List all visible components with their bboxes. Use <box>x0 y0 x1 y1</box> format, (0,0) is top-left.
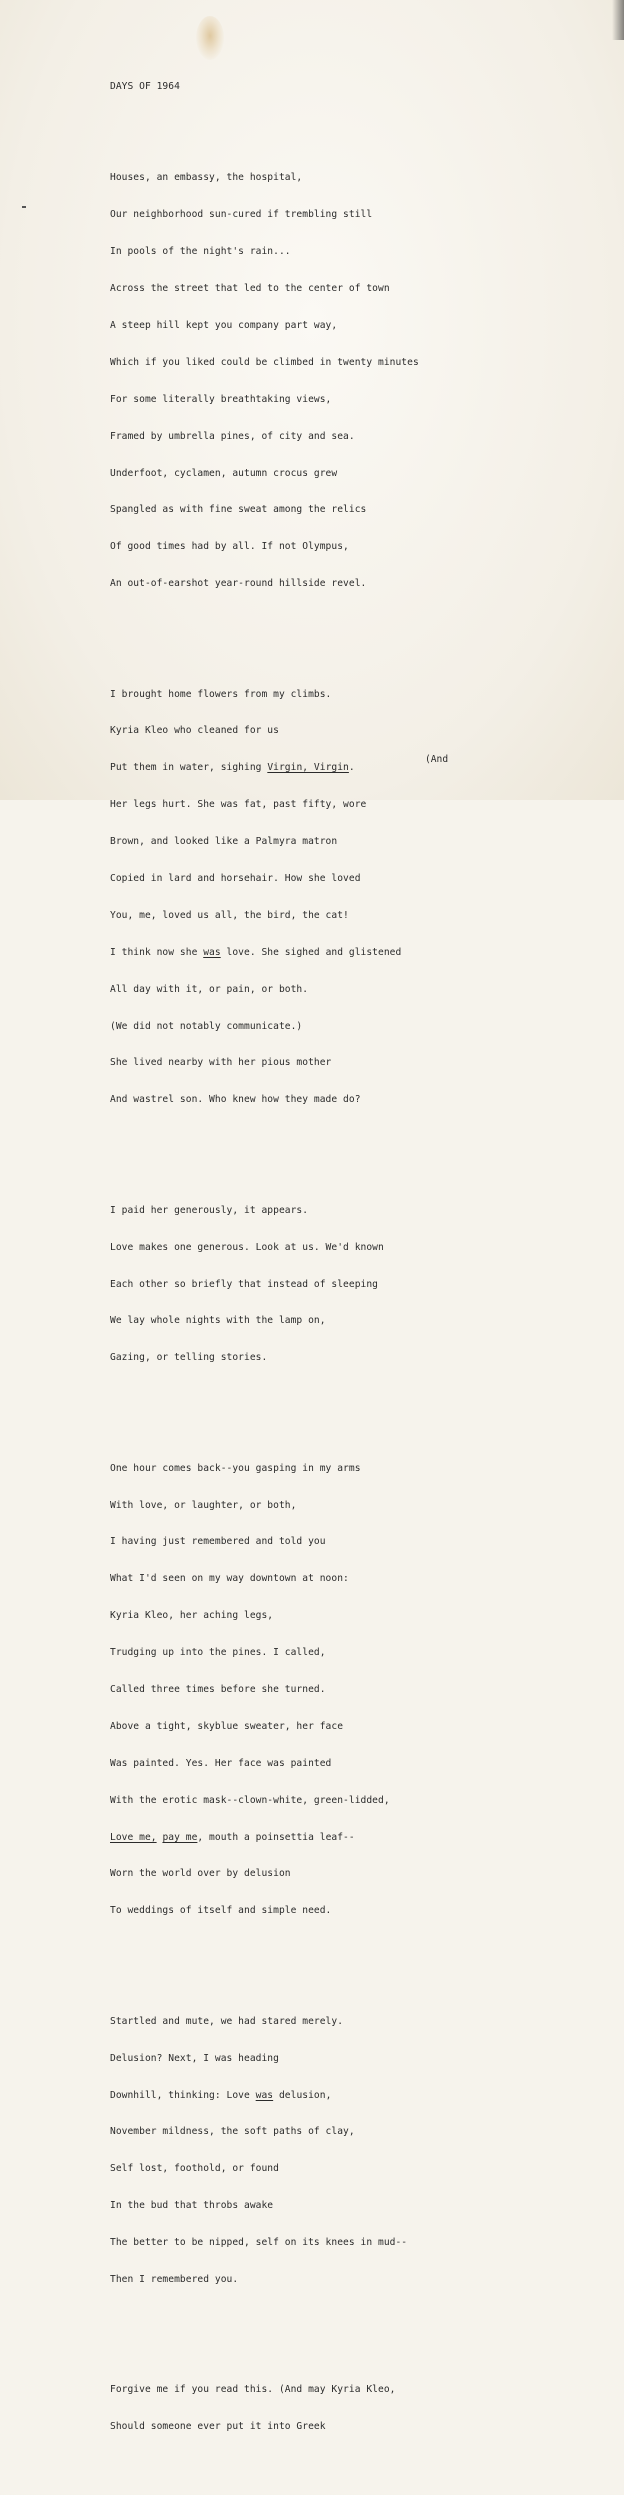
poem-line: Houses, an embassy, the hospital, <box>110 172 303 184</box>
poem-line: November mildness, the soft paths of clay, <box>110 2126 355 2138</box>
poem-line: Gazing, or telling stories. <box>110 1352 268 1364</box>
stanza-4 <box>110 1438 610 1942</box>
poem-line-underlined-love-me: Love me, pay me, mouth a poinsettia leaf-- <box>110 1831 355 1843</box>
poem-line: Above a tight, skyblue sweater, her face <box>110 1720 344 1732</box>
poem-line: And wastrel son. Who knew how they made do? <box>110 1094 361 1106</box>
page-edge-shadow <box>612 0 624 40</box>
poem-line: Across the street that led to the center of town <box>110 283 390 295</box>
poem-line: Then I remembered you. <box>110 2273 239 2285</box>
poem-line: Self lost, foothold, or found <box>110 2163 279 2175</box>
poem-line: For some literally breathtaking views, <box>110 393 332 405</box>
stanza-3 <box>110 1180 610 1389</box>
poem-line: Worn the world over by delusion <box>110 1868 291 1880</box>
poem-line: Love makes one generous. Look at us. We'd known <box>110 1241 384 1253</box>
stanza-6 <box>110 2360 610 2458</box>
poem-line: Which if you liked could be climbed in twenty minutes <box>110 356 419 368</box>
poem-line: Copied in lard and horsehair. How she loved <box>110 873 361 884</box>
stanza-1 <box>110 148 610 615</box>
poem-line: Kyria Kleo who cleaned for us <box>110 725 279 737</box>
poem-title: DAYS OF 1964 <box>110 80 180 92</box>
poem-line: Delusion? Next, I was heading <box>110 2052 279 2064</box>
poem-line: In pools of the night's rain... <box>110 246 291 258</box>
poem-line: A steep hill kept you company part way, <box>110 319 338 331</box>
poem-body <box>110 56 610 2495</box>
poem-line: An out-of-earshot year-round hillside revel. <box>110 578 367 590</box>
paper-stain <box>196 16 224 60</box>
poem-line: (We did not notably communicate.) <box>110 1020 303 1032</box>
poem-line: What I'd seen on my way downtown at noon: <box>110 1573 349 1585</box>
poem-line: Forgive me if you read this. (And may Kyria Kleo, <box>110 2384 396 2396</box>
poem-line: We lay whole nights with the lamp on, <box>110 1315 326 1327</box>
poem-line: Underfoot, cyclamen, autumn crocus grew <box>110 467 338 479</box>
poem-line: One hour comes back--you gasping in my arms <box>110 1462 361 1474</box>
poem-line: I paid her generously, it appears. <box>110 1204 309 1216</box>
poem-line: With the erotic mask--clown-white, green-lidded, <box>110 1794 390 1806</box>
poem-line: Each other so briefly that instead of sleeping <box>110 1278 378 1290</box>
margin-mark <box>22 206 26 208</box>
poem-line: With love, or laughter, or both, <box>110 1499 297 1511</box>
poem-line: Spangled as with fine sweat among the relics <box>110 504 367 516</box>
poem-line: All day with it, or pain, or both. <box>110 983 309 995</box>
poem-line: Should someone ever put it into Greek <box>110 2421 326 2433</box>
poem-line: Our neighborhood sun-cured if trembling still <box>110 209 373 221</box>
continuation-note: (And <box>425 754 449 765</box>
stanza-2 <box>110 664 610 1131</box>
poem-line: Trudging up into the pines. I called, <box>110 1647 326 1659</box>
poem-line: Brown, and looked like a Palmyra matron <box>110 836 338 848</box>
poem-line: Her legs hurt. She was fat, past fifty, wore <box>110 799 367 811</box>
poem-line: The better to be nipped, self on its knees in mud-- <box>110 2237 408 2249</box>
poem-line: She lived nearby with her pious mother <box>110 1057 332 1069</box>
poem-line: To weddings of itself and simple need. <box>110 1905 332 1917</box>
poem-line: Framed by umbrella pines, of city and sea. <box>110 430 355 442</box>
stanza-5 <box>110 1991 610 2311</box>
poem-line: You, me, loved us all, the bird, the cat! <box>110 909 349 921</box>
poem-line-underlined-was: Downhill, thinking: Love was delusion, <box>110 2089 332 2101</box>
poem-line: I brought home flowers from my climbs. <box>110 688 332 700</box>
poem-line: In the bud that throbs awake <box>110 2200 274 2212</box>
poem-line: Startled and mute, we had stared merely. <box>110 2015 344 2027</box>
poem-line: Called three times before she turned. <box>110 1684 326 1695</box>
poem-line-underlined-virgin: Put them in water, sighing Virgin, Virgin. <box>110 762 355 774</box>
poem-line: Kyria Kleo, her aching legs, <box>110 1610 274 1622</box>
poem-line: I having just remembered and told you <box>110 1536 326 1548</box>
poem-line: Of good times had by all. If not Olympus, <box>110 541 349 553</box>
poem-line-underlined-was: I think now she was love. She sighed and glistened <box>110 946 402 958</box>
poem-line: Was painted. Yes. Her face was painted <box>110 1757 332 1769</box>
